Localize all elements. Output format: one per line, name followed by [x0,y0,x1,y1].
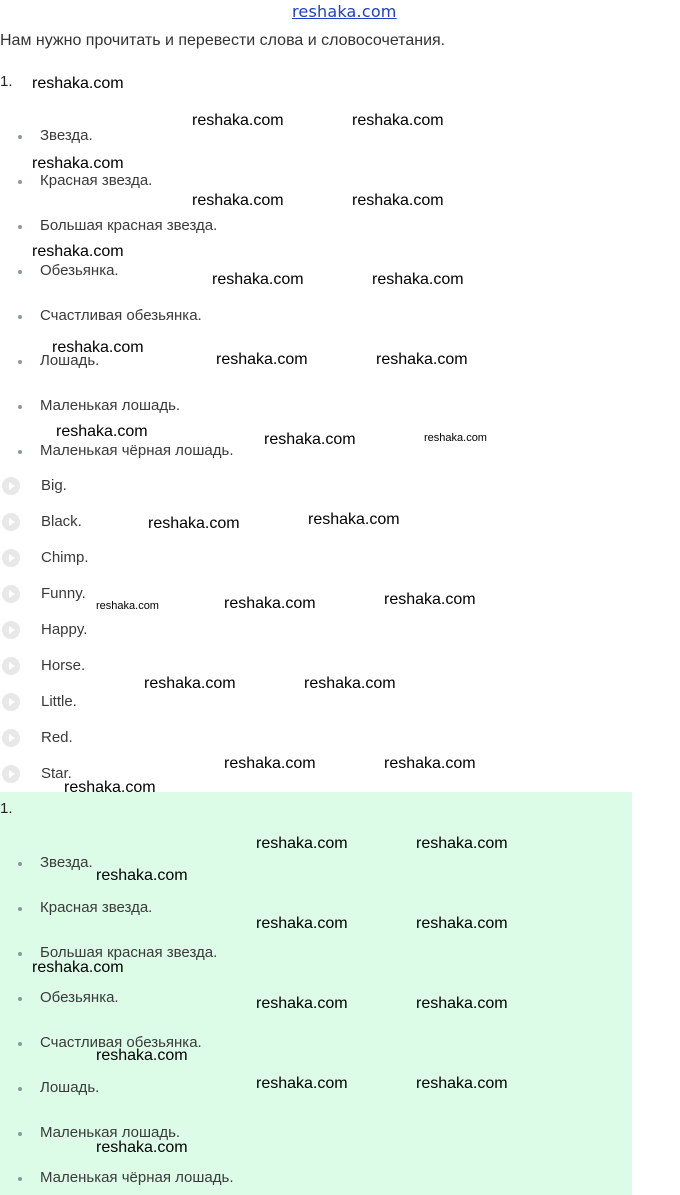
english-word: Little. [41,693,77,710]
watermark: reshaka.com [64,779,156,796]
list-item: Красная звезда. [40,899,153,916]
watermark: reshaka.com [256,835,348,852]
english-word: Big. [41,477,67,494]
watermark: reshaka.com [352,112,444,129]
list-bullet [18,180,22,184]
english-word: Red. [41,729,73,746]
play-circle-icon[interactable] [2,693,20,711]
list-item: Маленькая лошадь. [40,397,181,414]
watermark: reshaka.com [56,423,148,440]
list-item: Большая красная звезда. [40,944,218,961]
list-bullet [18,225,22,229]
watermark: reshaka.com [32,155,124,172]
play-circle-icon[interactable] [2,657,20,675]
watermark: reshaka.com [216,351,308,368]
watermark: reshaka.com [224,595,316,612]
play-circle-icon[interactable] [2,549,20,567]
play-circle-icon[interactable] [2,765,20,783]
watermark: reshaka.com [372,271,464,288]
watermark: reshaka.com [212,271,304,288]
watermark: reshaka.com [192,192,284,209]
watermark: reshaka.com [416,835,508,852]
watermark: reshaka.com [192,112,284,129]
list-bullet [18,135,22,139]
play-circle-icon[interactable] [2,513,20,531]
list-bullet [18,315,22,319]
list-item: Маленькая лошадь. [40,1124,181,1141]
watermark: reshaka.com [416,995,508,1012]
watermark: reshaka.com [32,243,124,260]
watermark: reshaka.com [416,915,508,932]
list-bullet [18,1087,22,1091]
watermark: reshaka.com [308,511,400,528]
watermark: reshaka.com [32,75,124,92]
task-intro: Нам нужно прочитать и перевести слова и словосочетания. [0,32,446,49]
watermark: reshaka.com [52,339,144,356]
list-item: Звезда. [40,854,93,871]
list-bullet [18,1132,22,1136]
list-item: Большая красная звезда. [40,217,218,234]
english-word: Happy. [41,621,88,638]
list-bullet [18,1042,22,1046]
list-item: Обезьянка. [40,989,119,1006]
watermark: reshaka.com [32,959,124,976]
list-item: Маленькая чёрная лошадь. [40,1169,234,1186]
watermark: reshaka.com [96,1139,188,1156]
watermark: reshaka.com [256,915,348,932]
list-bullet [18,862,22,866]
list-item: Маленькая чёрная лошадь. [40,442,234,459]
list-bullet [18,450,22,454]
list-item: Счастливая обезьянка. [40,1034,202,1051]
watermark: reshaka.com [96,1047,188,1064]
play-circle-icon[interactable] [2,585,20,603]
english-word: Star. [41,765,72,782]
list-bullet [18,360,22,364]
list-bullet [18,270,22,274]
english-word: Black. [41,513,82,530]
task-number: 1. [0,73,13,90]
english-word: Horse. [41,657,86,674]
play-circle-icon[interactable] [2,477,20,495]
list-item: Звезда. [40,127,93,144]
play-circle-icon[interactable] [2,621,20,639]
play-circle-icon[interactable] [2,729,20,747]
watermark: reshaka.com [416,1075,508,1092]
watermark: reshaka.com [256,995,348,1012]
watermark: reshaka.com [304,675,396,692]
watermark: reshaka.com [256,1075,348,1092]
list-bullet [18,907,22,911]
watermark: reshaka.com [224,755,316,772]
list-item: Лошадь. [40,1079,100,1096]
watermark: reshaka.com [148,515,240,532]
watermark: reshaka.com [424,432,487,444]
watermark: reshaka.com [264,431,356,448]
watermark: reshaka.com [352,192,444,209]
list-bullet [18,952,22,956]
english-word: Chimp. [41,549,89,566]
list-item: Счастливая обезьянка. [40,307,202,324]
watermark: reshaka.com [384,591,476,608]
list-bullet [18,405,22,409]
list-item: Лошадь. [40,352,100,369]
watermark: reshaka.com [376,351,468,368]
list-bullet [18,997,22,1001]
watermark: reshaka.com [144,675,236,692]
site-logo-link[interactable]: reshaka.com [292,2,397,21]
watermark: reshaka.com [96,867,188,884]
list-bullet [18,1177,22,1181]
answer-number: 1. [0,800,13,817]
english-word: Funny. [41,585,86,602]
watermark: reshaka.com [384,755,476,772]
watermark: reshaka.com [96,600,159,612]
list-item: Обезьянка. [40,262,119,279]
list-item: Красная звезда. [40,172,153,189]
